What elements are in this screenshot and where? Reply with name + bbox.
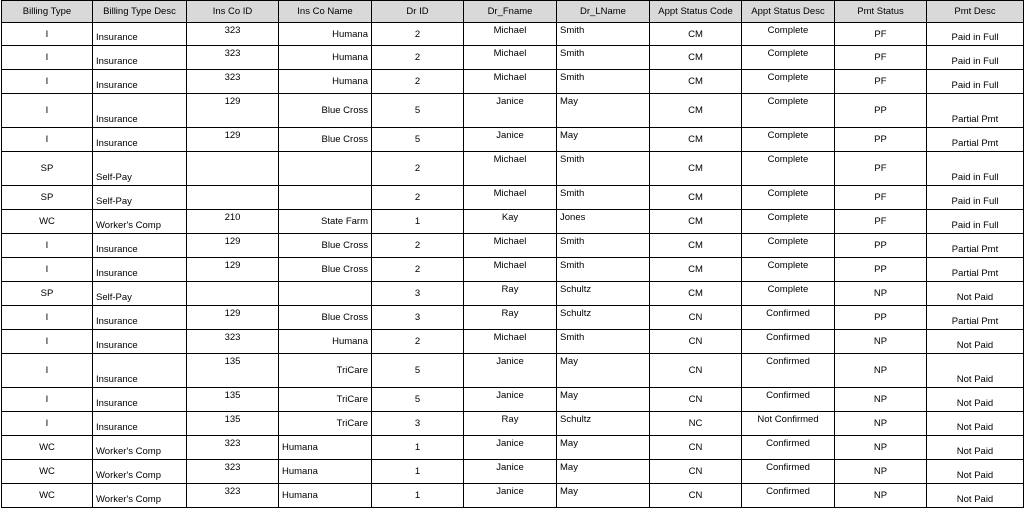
cell-dr-fname: Kay	[464, 210, 557, 234]
cell-billing-type-desc: Insurance	[93, 412, 187, 436]
table-row	[2, 128, 1024, 152]
cell-pmt-desc: Not Paid	[927, 388, 1024, 412]
cell-dr-id: 1	[372, 460, 464, 484]
cell-ins-co-name: Blue Cross	[279, 306, 372, 330]
cell-billing-type-desc: Insurance	[93, 258, 187, 282]
cell-ins-co-name	[279, 152, 372, 186]
cell-pmt-status: PP	[835, 94, 927, 128]
cell-ins-co-id: 323	[187, 460, 279, 484]
cell-dr-id: 3	[372, 412, 464, 436]
cell-ins-co-name: Blue Cross	[279, 234, 372, 258]
cell-appt-status-desc: Confirmed	[742, 388, 835, 412]
cell-ins-co-name: State Farm	[279, 210, 372, 234]
cell-billing-type: SP	[2, 186, 93, 210]
cell-appt-status-code: CN	[650, 330, 742, 354]
cell-dr-fname: Michael	[464, 152, 557, 186]
cell-dr-lname: Smith	[557, 46, 650, 70]
cell-billing-type: I	[2, 128, 93, 152]
cell-ins-co-name: Humana	[279, 46, 372, 70]
table-row	[2, 258, 1024, 282]
cell-pmt-status: PF	[835, 23, 927, 46]
cell-billing-type-desc: Insurance	[93, 46, 187, 70]
table-row	[2, 282, 1024, 306]
cell-ins-co-name: TriCare	[279, 354, 372, 388]
cell-dr-lname: May	[557, 484, 650, 508]
cell-billing-type: I	[2, 70, 93, 94]
cell-ins-co-name: Humana	[279, 70, 372, 94]
cell-dr-fname: Janice	[464, 436, 557, 460]
cell-appt-status-code: CN	[650, 388, 742, 412]
cell-dr-id: 1	[372, 484, 464, 508]
cell-appt-status-code: CN	[650, 436, 742, 460]
cell-pmt-desc: Not Paid	[927, 436, 1024, 460]
cell-appt-status-code: CM	[650, 128, 742, 152]
cell-ins-co-name	[279, 282, 372, 306]
cell-billing-type: I	[2, 306, 93, 330]
table-row	[2, 412, 1024, 436]
table-row	[2, 46, 1024, 70]
cell-ins-co-id: 129	[187, 128, 279, 152]
cell-ins-co-name: Humana	[279, 460, 372, 484]
cell-pmt-status: NP	[835, 412, 927, 436]
cell-appt-status-desc: Confirmed	[742, 460, 835, 484]
cell-appt-status-code: CM	[650, 282, 742, 306]
cell-ins-co-id: 323	[187, 46, 279, 70]
cell-ins-co-id	[187, 186, 279, 210]
cell-dr-id: 5	[372, 354, 464, 388]
cell-dr-fname: Ray	[464, 412, 557, 436]
cell-ins-co-id: 129	[187, 234, 279, 258]
cell-appt-status-desc: Complete	[742, 128, 835, 152]
cell-pmt-status: PF	[835, 70, 927, 94]
column-header-appt-status-code: Appt Status Code	[650, 1, 742, 23]
cell-ins-co-name: Blue Cross	[279, 94, 372, 128]
header-row	[2, 1, 1024, 23]
cell-pmt-desc: Not Paid	[927, 354, 1024, 388]
cell-dr-fname: Janice	[464, 388, 557, 412]
cell-pmt-desc: Paid in Full	[927, 23, 1024, 46]
cell-pmt-status: NP	[835, 484, 927, 508]
cell-pmt-status: PP	[835, 234, 927, 258]
column-header-billing-type: Billing Type	[2, 1, 93, 23]
cell-pmt-desc: Not Paid	[927, 460, 1024, 484]
cell-ins-co-name: Humana	[279, 484, 372, 508]
cell-ins-co-id: 323	[187, 436, 279, 460]
cell-ins-co-id: 323	[187, 23, 279, 46]
cell-ins-co-id	[187, 282, 279, 306]
cell-dr-id: 2	[372, 23, 464, 46]
column-header-pmt-desc: Pmt Desc	[927, 1, 1024, 23]
cell-ins-co-id: 323	[187, 70, 279, 94]
cell-billing-type: I	[2, 94, 93, 128]
cell-billing-type-desc: Self-Pay	[93, 282, 187, 306]
cell-pmt-desc: Partial Pmt	[927, 94, 1024, 128]
cell-dr-fname: Janice	[464, 354, 557, 388]
cell-pmt-desc: Paid in Full	[927, 186, 1024, 210]
cell-dr-fname: Michael	[464, 23, 557, 46]
cell-dr-fname: Michael	[464, 70, 557, 94]
cell-pmt-status: NP	[835, 282, 927, 306]
cell-ins-co-name: TriCare	[279, 388, 372, 412]
cell-ins-co-id: 135	[187, 354, 279, 388]
table-row	[2, 330, 1024, 354]
cell-billing-type: I	[2, 388, 93, 412]
cell-billing-type-desc: Insurance	[93, 388, 187, 412]
cell-billing-type-desc: Insurance	[93, 23, 187, 46]
cell-ins-co-id: 129	[187, 306, 279, 330]
cell-billing-type-desc: Self-Pay	[93, 186, 187, 210]
cell-dr-id: 2	[372, 152, 464, 186]
cell-dr-fname: Michael	[464, 234, 557, 258]
cell-dr-id: 3	[372, 282, 464, 306]
cell-dr-lname: May	[557, 128, 650, 152]
billing-appointments-table	[1, 0, 1024, 508]
cell-dr-lname: May	[557, 436, 650, 460]
cell-pmt-status: PP	[835, 306, 927, 330]
column-header-dr-id: Dr ID	[372, 1, 464, 23]
cell-billing-type-desc: Worker's Comp	[93, 460, 187, 484]
cell-dr-lname: Smith	[557, 70, 650, 94]
cell-pmt-status: NP	[835, 460, 927, 484]
cell-billing-type: WC	[2, 210, 93, 234]
cell-pmt-desc: Not Paid	[927, 412, 1024, 436]
cell-pmt-desc: Partial Pmt	[927, 258, 1024, 282]
cell-appt-status-desc: Confirmed	[742, 436, 835, 460]
cell-pmt-desc: Partial Pmt	[927, 128, 1024, 152]
cell-billing-type: WC	[2, 436, 93, 460]
cell-billing-type-desc: Insurance	[93, 70, 187, 94]
cell-billing-type-desc: Insurance	[93, 354, 187, 388]
cell-dr-id: 5	[372, 128, 464, 152]
table-row	[2, 388, 1024, 412]
cell-ins-co-id: 129	[187, 94, 279, 128]
cell-dr-id: 2	[372, 70, 464, 94]
cell-dr-fname: Michael	[464, 258, 557, 282]
table-row	[2, 23, 1024, 46]
table-row	[2, 152, 1024, 186]
cell-dr-lname: May	[557, 460, 650, 484]
cell-appt-status-desc: Complete	[742, 210, 835, 234]
table-header	[2, 1, 1024, 23]
cell-dr-fname: Michael	[464, 186, 557, 210]
cell-pmt-desc: Paid in Full	[927, 152, 1024, 186]
cell-dr-lname: Jones	[557, 210, 650, 234]
cell-pmt-desc: Not Paid	[927, 484, 1024, 508]
cell-appt-status-code: CM	[650, 94, 742, 128]
cell-appt-status-desc: Not Confirmed	[742, 412, 835, 436]
table-row	[2, 354, 1024, 388]
cell-pmt-status: NP	[835, 388, 927, 412]
table-row	[2, 94, 1024, 128]
cell-pmt-status: PF	[835, 186, 927, 210]
cell-ins-co-name: Humana	[279, 23, 372, 46]
cell-appt-status-code: CM	[650, 46, 742, 70]
cell-pmt-status: PP	[835, 128, 927, 152]
cell-ins-co-name: Blue Cross	[279, 258, 372, 282]
cell-appt-status-desc: Confirmed	[742, 330, 835, 354]
cell-appt-status-code: CN	[650, 484, 742, 508]
cell-billing-type-desc: Worker's Comp	[93, 484, 187, 508]
cell-ins-co-name: Blue Cross	[279, 128, 372, 152]
cell-billing-type-desc: Worker's Comp	[93, 436, 187, 460]
cell-dr-fname: Ray	[464, 282, 557, 306]
cell-appt-status-code: CN	[650, 460, 742, 484]
cell-ins-co-id: 210	[187, 210, 279, 234]
column-header-dr-fname: Dr_Fname	[464, 1, 557, 23]
table-body	[2, 23, 1024, 508]
cell-dr-id: 1	[372, 210, 464, 234]
cell-billing-type: I	[2, 412, 93, 436]
cell-appt-status-code: CM	[650, 234, 742, 258]
cell-ins-co-id: 323	[187, 484, 279, 508]
cell-ins-co-name: Humana	[279, 330, 372, 354]
cell-ins-co-name	[279, 186, 372, 210]
cell-pmt-desc: Partial Pmt	[927, 234, 1024, 258]
cell-dr-lname: Smith	[557, 186, 650, 210]
table-row	[2, 436, 1024, 460]
table-row	[2, 70, 1024, 94]
cell-dr-id: 5	[372, 388, 464, 412]
cell-appt-status-code: CN	[650, 354, 742, 388]
cell-appt-status-code: CM	[650, 258, 742, 282]
cell-dr-lname: Smith	[557, 234, 650, 258]
cell-pmt-status: NP	[835, 354, 927, 388]
cell-dr-lname: Smith	[557, 23, 650, 46]
cell-ins-co-id	[187, 152, 279, 186]
cell-pmt-desc: Not Paid	[927, 282, 1024, 306]
cell-ins-co-id: 135	[187, 412, 279, 436]
cell-ins-co-name: TriCare	[279, 412, 372, 436]
cell-dr-lname: May	[557, 354, 650, 388]
cell-dr-lname: Smith	[557, 330, 650, 354]
cell-pmt-status: NP	[835, 436, 927, 460]
cell-dr-lname: Schultz	[557, 282, 650, 306]
cell-billing-type-desc: Insurance	[93, 94, 187, 128]
cell-pmt-status: NP	[835, 330, 927, 354]
cell-ins-co-id: 129	[187, 258, 279, 282]
cell-billing-type: I	[2, 234, 93, 258]
cell-appt-status-desc: Complete	[742, 46, 835, 70]
cell-appt-status-desc: Complete	[742, 186, 835, 210]
cell-dr-lname: Schultz	[557, 306, 650, 330]
cell-appt-status-desc: Complete	[742, 152, 835, 186]
cell-ins-co-id: 323	[187, 330, 279, 354]
cell-dr-lname: Schultz	[557, 412, 650, 436]
cell-billing-type: I	[2, 258, 93, 282]
cell-pmt-status: PF	[835, 152, 927, 186]
cell-billing-type-desc: Insurance	[93, 330, 187, 354]
cell-pmt-status: PP	[835, 258, 927, 282]
cell-dr-lname: Smith	[557, 258, 650, 282]
cell-dr-id: 5	[372, 94, 464, 128]
cell-dr-fname: Janice	[464, 94, 557, 128]
cell-billing-type: I	[2, 23, 93, 46]
cell-appt-status-desc: Confirmed	[742, 354, 835, 388]
cell-appt-status-code: CM	[650, 186, 742, 210]
cell-appt-status-code: CN	[650, 306, 742, 330]
table-row	[2, 234, 1024, 258]
cell-appt-status-desc: Complete	[742, 94, 835, 128]
cell-billing-type: SP	[2, 152, 93, 186]
table-row	[2, 210, 1024, 234]
cell-dr-id: 2	[372, 258, 464, 282]
cell-appt-status-code: CM	[650, 210, 742, 234]
cell-dr-fname: Michael	[464, 46, 557, 70]
cell-appt-status-code: NC	[650, 412, 742, 436]
table-row	[2, 306, 1024, 330]
cell-dr-id: 2	[372, 330, 464, 354]
column-header-ins-co-id: Ins Co ID	[187, 1, 279, 23]
column-header-pmt-status: Pmt Status	[835, 1, 927, 23]
cell-pmt-desc: Paid in Full	[927, 210, 1024, 234]
cell-billing-type: I	[2, 354, 93, 388]
cell-dr-fname: Michael	[464, 330, 557, 354]
cell-dr-lname: Smith	[557, 152, 650, 186]
column-header-dr-lname: Dr_LName	[557, 1, 650, 23]
cell-dr-fname: Ray	[464, 306, 557, 330]
cell-billing-type: I	[2, 330, 93, 354]
cell-billing-type: WC	[2, 484, 93, 508]
cell-billing-type-desc: Worker's Comp	[93, 210, 187, 234]
cell-pmt-desc: Paid in Full	[927, 46, 1024, 70]
column-header-ins-co-name: Ins Co Name	[279, 1, 372, 23]
cell-dr-id: 2	[372, 234, 464, 258]
cell-appt-status-code: CM	[650, 70, 742, 94]
cell-billing-type: I	[2, 46, 93, 70]
cell-appt-status-desc: Confirmed	[742, 484, 835, 508]
cell-dr-fname: Janice	[464, 484, 557, 508]
column-header-billing-type-desc: Billing Type Desc	[93, 1, 187, 23]
cell-pmt-desc: Partial Pmt	[927, 306, 1024, 330]
cell-ins-co-id: 135	[187, 388, 279, 412]
cell-billing-type-desc: Self-Pay	[93, 152, 187, 186]
cell-appt-status-desc: Complete	[742, 282, 835, 306]
cell-dr-id: 1	[372, 436, 464, 460]
cell-appt-status-desc: Confirmed	[742, 306, 835, 330]
cell-pmt-desc: Not Paid	[927, 330, 1024, 354]
cell-billing-type-desc: Insurance	[93, 234, 187, 258]
cell-billing-type: WC	[2, 460, 93, 484]
cell-pmt-status: PF	[835, 210, 927, 234]
cell-pmt-status: PF	[835, 46, 927, 70]
cell-ins-co-name: Humana	[279, 436, 372, 460]
cell-billing-type: SP	[2, 282, 93, 306]
cell-appt-status-code: CM	[650, 152, 742, 186]
table-row	[2, 186, 1024, 210]
cell-dr-lname: May	[557, 94, 650, 128]
cell-dr-id: 2	[372, 186, 464, 210]
column-header-appt-status-desc: Appt Status Desc	[742, 1, 835, 23]
cell-dr-fname: Janice	[464, 128, 557, 152]
cell-dr-id: 3	[372, 306, 464, 330]
cell-pmt-desc: Paid in Full	[927, 70, 1024, 94]
cell-billing-type-desc: Insurance	[93, 306, 187, 330]
cell-appt-status-desc: Complete	[742, 23, 835, 46]
cell-dr-lname: May	[557, 388, 650, 412]
table-row	[2, 460, 1024, 484]
cell-appt-status-code: CM	[650, 23, 742, 46]
cell-appt-status-desc: Complete	[742, 70, 835, 94]
table-row	[2, 484, 1024, 508]
cell-dr-id: 2	[372, 46, 464, 70]
cell-appt-status-desc: Complete	[742, 258, 835, 282]
cell-appt-status-desc: Complete	[742, 234, 835, 258]
cell-billing-type-desc: Insurance	[93, 128, 187, 152]
cell-dr-fname: Janice	[464, 460, 557, 484]
